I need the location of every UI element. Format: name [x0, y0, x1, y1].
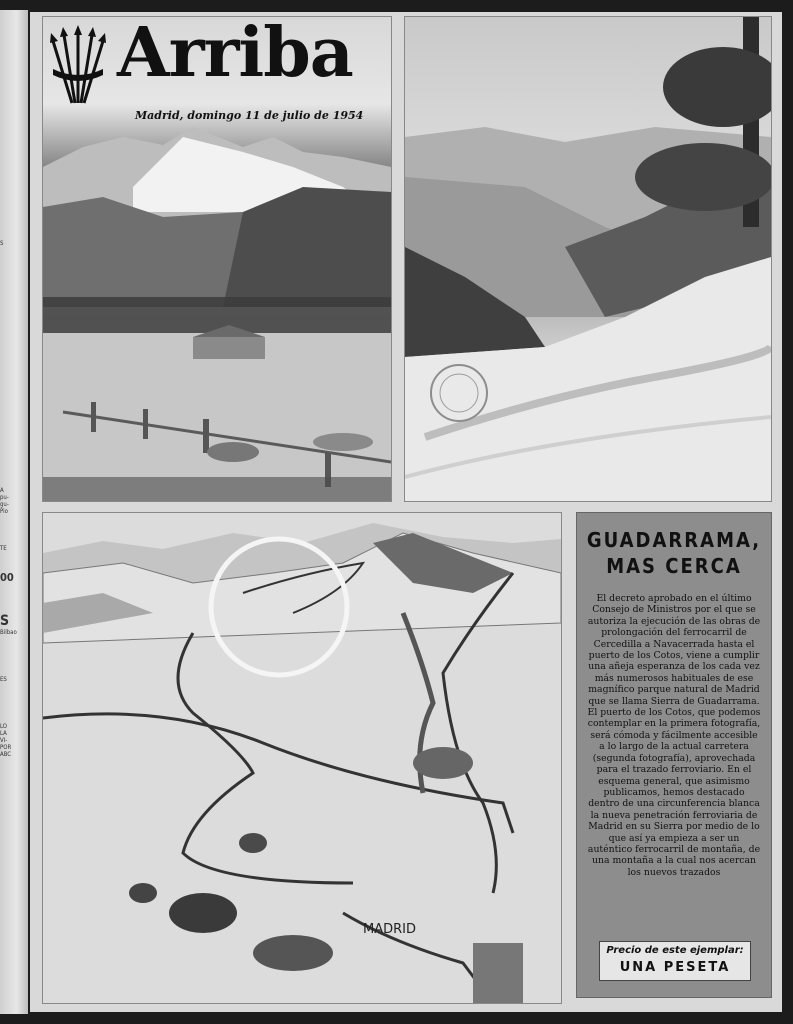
- strip-text: ABC: [0, 751, 12, 758]
- strip-text: S: [0, 240, 4, 247]
- railway-map-illustration: [42, 512, 562, 1004]
- strip-text: A: [0, 487, 4, 494]
- yoke-and-arrows-emblem: [49, 25, 107, 109]
- newspaper-page: [30, 12, 782, 1012]
- price-label: Precio de este ejemplar:: [606, 945, 744, 956]
- strip-text: POR: [0, 744, 12, 751]
- strip-text: ES: [0, 676, 7, 683]
- dateline: Madrid, domingo 11 de julio de 1954: [135, 109, 364, 122]
- strip-text: 00: [0, 571, 14, 584]
- strip-text: VI-: [0, 737, 8, 744]
- strip-text: Pio: [0, 508, 8, 515]
- strip-text: Bilbao: [0, 629, 17, 636]
- headline-line-2: MAS CERCA: [606, 554, 742, 578]
- strip-text: LA: [0, 730, 7, 737]
- adjacent-page-strip: [0, 10, 28, 1014]
- strip-text: gu-: [0, 501, 9, 508]
- map-label-madrid: MADRID: [363, 922, 416, 937]
- strip-text: TE: [0, 545, 7, 552]
- headline-line-1: GUADARRAMA,: [586, 528, 762, 552]
- price-box: [599, 941, 751, 981]
- newspaper-title: Arriba: [117, 16, 353, 93]
- strip-text: S: [0, 613, 10, 629]
- sierra-map-drawing: [43, 513, 561, 1003]
- strip-text: LO: [0, 723, 8, 730]
- masthead: [43, 17, 391, 137]
- photo-puerto-de-los-cotos: [42, 16, 392, 502]
- article-body: El decreto aprobado en el último Consejo de Ministros por el que se autoriza la ejecución de las obras de prolongación del ferrocarril de Cercedilla a Navacerrada hasta el puerto de los Cotos, viene a cumplir una añeja esperanza de los cada vez más numerosos habituales de ese magnífico parque natural de Madrid que se llama Sierra de Guadarrama. El puerto de los Cotos, que podemos contemplar en la primera fotografía, será cómoda y fácilmente accesible a lo largo de la actual carretera (segunda fotografía), aprovechada para el trazado ferroviario. En el esquema general, que asimismo publicamos, hemos destacado dentro de una circunferencia blanca la nueva penetración ferroviaria de Madrid en su Sierra por medio de lo que así ya empieza a ser un auténtico ferrocarril de montaña, de una montaña a la cual nos acercan los nuevos trazados: [587, 593, 761, 878]
- article-box: [576, 512, 772, 998]
- snowy-road-image: [405, 17, 771, 501]
- photo-snowy-road: [404, 16, 772, 502]
- article-headline: [577, 527, 771, 579]
- strip-text: pu-: [0, 494, 9, 501]
- price-value: UNA PESETA: [619, 960, 731, 975]
